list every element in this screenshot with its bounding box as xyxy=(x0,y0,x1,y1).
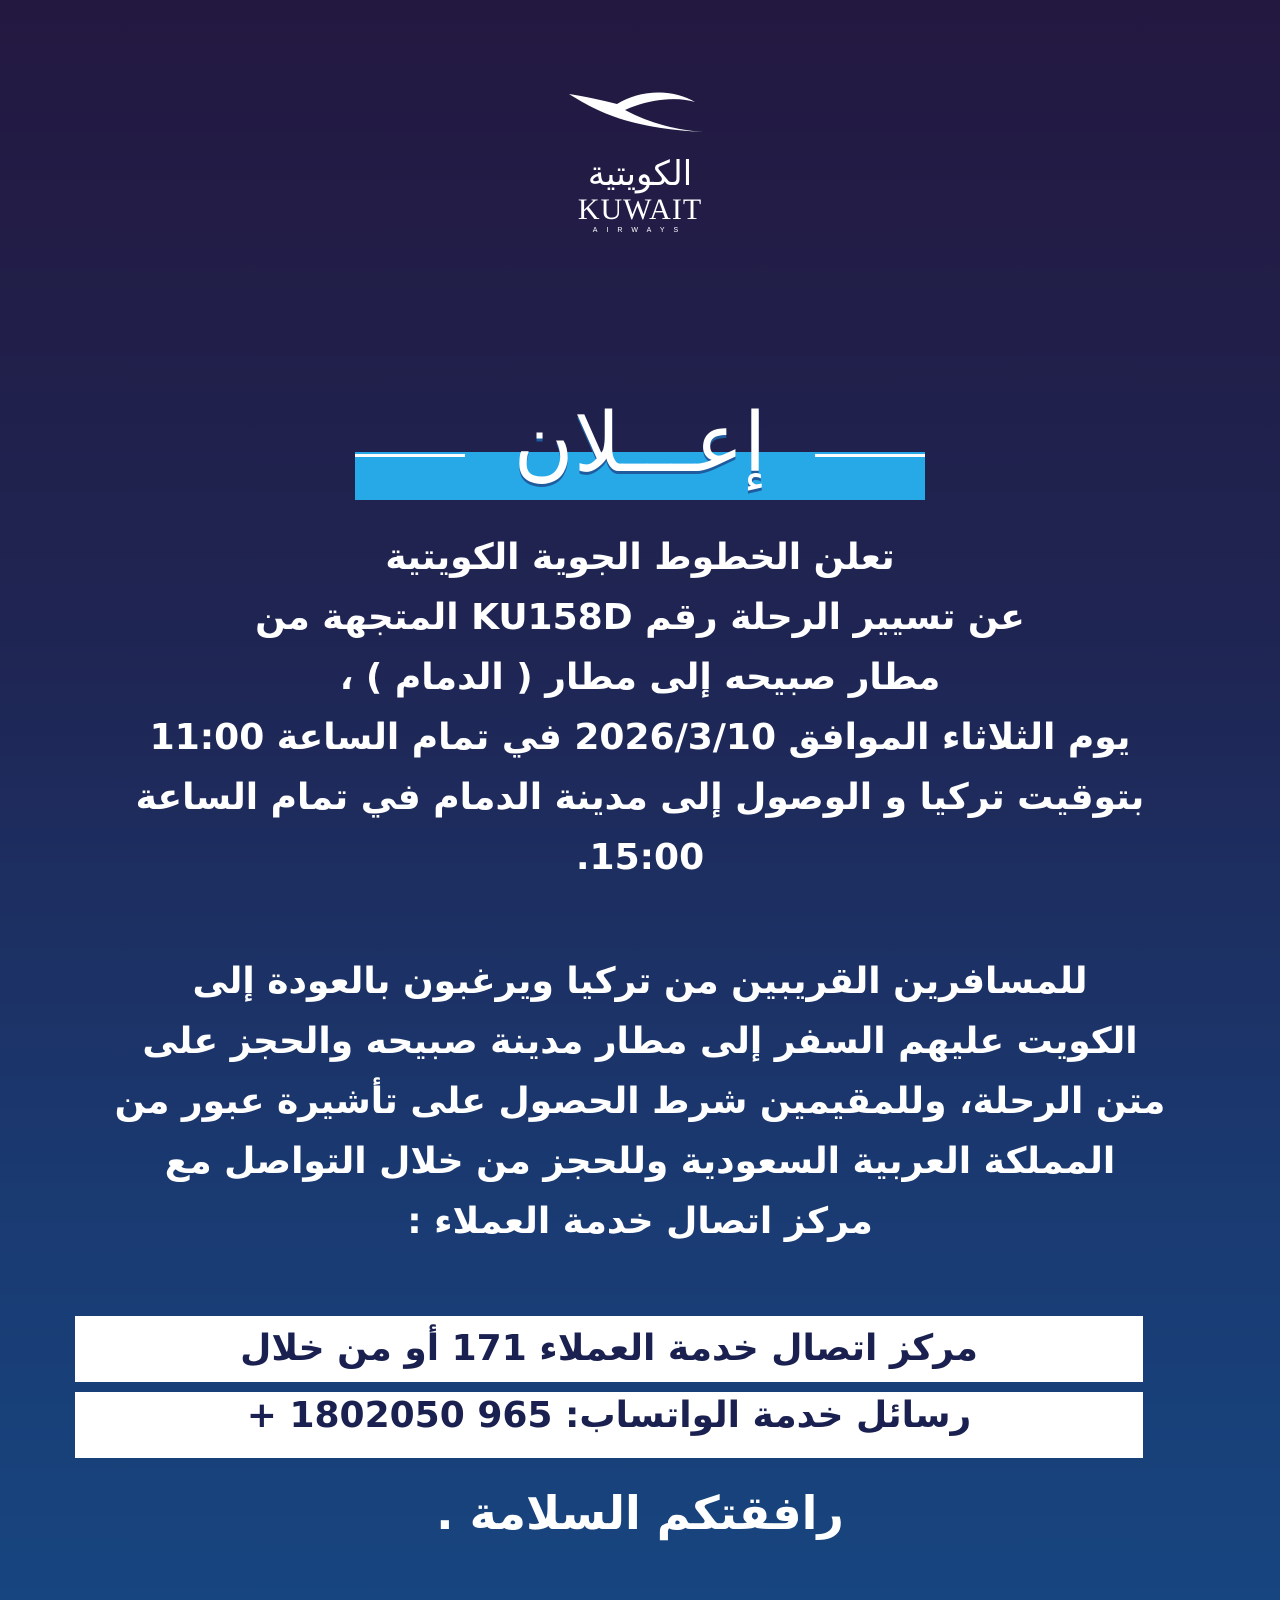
announcement-text xyxy=(50,528,1230,888)
travelers-line: المملكة العربية السعودية وللحجز من خلال التواصل مع xyxy=(164,1141,1116,1182)
contact-whatsapp: رسائل خدمة الواتساب: 965 1802050 + xyxy=(75,1392,1143,1458)
announcement-line: عن تسيير الرحلة رقم KU158D المتجهة من xyxy=(255,597,1025,638)
logo-sub-text: AIRWAYS xyxy=(592,227,688,234)
page-title: إعـــلان xyxy=(513,396,767,491)
travelers-line: مركز اتصال خدمة العملاء : xyxy=(407,1201,873,1242)
announcement-line: بتوقيت تركيا و الوصول إلى مدينة الدمام في تمام الساعة xyxy=(135,777,1145,818)
farewell-text: رافقتكم السلامة . xyxy=(436,1486,844,1540)
announcement-line: تعلن الخطوط الجوية الكويتية xyxy=(385,537,895,578)
logo-arabic-text: الكويتية xyxy=(587,154,693,194)
announcement-line: مطار صبيحه إلى مطار ( الدمام ) ، xyxy=(339,657,941,698)
travelers-line: متن الرحلة، وللمقيمين شرط الحصول على تأشيرة عبور من xyxy=(114,1081,1166,1122)
travelers-line: للمسافرين القريبين من تركيا ويرغبون بالعودة إلى xyxy=(192,961,1088,1002)
travelers-line: الكويت عليهم السفر إلى مطار مدينة صبيحه والحجز على xyxy=(142,1021,1138,1062)
travelers-text xyxy=(50,952,1230,1252)
bird-logo-icon xyxy=(565,88,715,146)
announcement-line: 15:00. xyxy=(575,837,705,878)
announcement-line: يوم الثلاثاء الموافق 2026/3/10 في تمام الساعة 11:00 xyxy=(149,717,1131,758)
logo-english-text: KUWAIT xyxy=(577,193,703,226)
kuwait-airways-logo xyxy=(540,88,740,268)
contact-call-center: مركز اتصال خدمة العملاء 171 أو من خلال xyxy=(75,1316,1143,1382)
